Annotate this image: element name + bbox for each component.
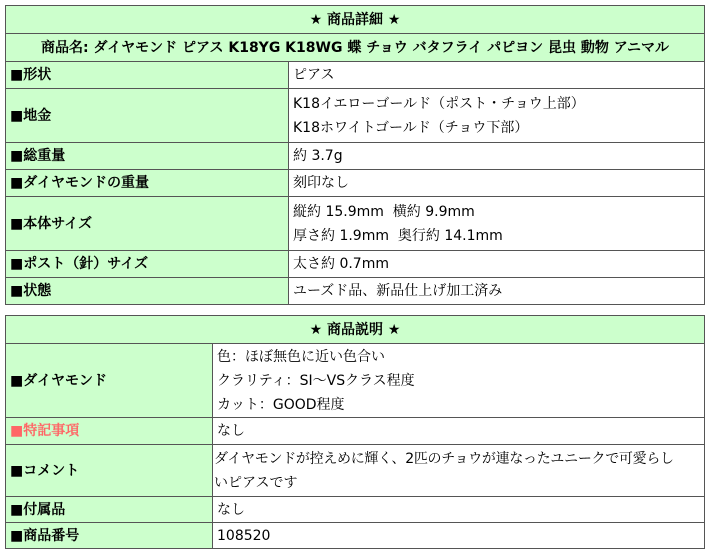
row-label-shape: ■形状 [6, 62, 289, 89]
row-label-diamond-weight: ■ダイヤモンドの重量 [6, 170, 289, 197]
row-label-metal: ■地金 [6, 89, 289, 143]
row-label-body-size: ■本体サイズ [6, 197, 289, 251]
comment-line-1: ダイヤモンドが控えめに輝く、2匹のチョウが連なったユニークで可愛らし [214, 450, 674, 467]
diamond-cut: カット：GOOD程度 [217, 396, 345, 413]
row-label-special-notes: ■特記事項 [6, 418, 213, 445]
description-header: ★ 商品説明 ★ [6, 316, 705, 344]
details-header: ★ 商品詳細 ★ [6, 6, 705, 34]
row-value-total-weight: 約 3.7g [289, 143, 705, 170]
row-value-metal [289, 89, 705, 143]
size-line-2: 厚さ約 1.9mm 奥行約 14.1mm [293, 227, 503, 244]
row-value-product-number: 108520 [213, 523, 705, 549]
product-description-table [5, 315, 705, 549]
row-value-accessories: なし [213, 497, 705, 523]
row-label-product-number: ■商品番号 [6, 523, 213, 549]
row-value-diamond-weight: 刻印なし [289, 170, 705, 197]
metal-line-1: K18イエローゴールド（ポスト・チョウ上部） [293, 95, 585, 112]
size-line-1: 縦約 15.9mm 横約 9.9mm [293, 203, 475, 220]
row-label-condition: ■状態 [6, 278, 289, 305]
diamond-clarity: クラリティ：SI～VSクラス程度 [217, 372, 415, 389]
row-value-shape: ピアス [289, 62, 705, 89]
row-label-post-size: ■ポスト（針）サイズ [6, 251, 289, 278]
comment-line-2: いピアスです [214, 474, 298, 491]
row-value-condition: ユーズド品、新品仕上げ加工済み [289, 278, 705, 305]
row-value-body-size [289, 197, 705, 251]
row-value-comment [213, 445, 705, 497]
diamond-color: 色：ほぼ無色に近い色合い [217, 348, 385, 365]
product-details-table [5, 5, 705, 305]
row-value-post-size: 太さ約 0.7mm [289, 251, 705, 278]
row-value-special-notes: なし [213, 418, 705, 445]
row-label-diamond: ■ダイヤモンド [6, 344, 213, 418]
row-label-comment: ■コメント [6, 445, 213, 497]
row-label-accessories: ■付属品 [6, 497, 213, 523]
row-value-diamond [213, 344, 705, 418]
row-label-total-weight: ■総重量 [6, 143, 289, 170]
metal-line-2: K18ホワイトゴールド（チョウ下部） [293, 119, 529, 136]
product-name: 商品名: ダイヤモンド ピアス K18YG K18WG 蝶 チョウ バタフライ パピヨン 昆虫 動物 アニマル [6, 34, 705, 62]
